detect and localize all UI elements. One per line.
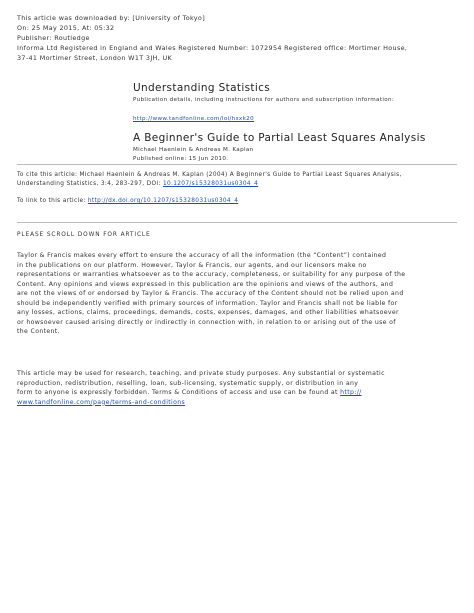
- journal-info: [133, 82, 453, 164]
- usage-line: This article may be used for research, teaching, and private study purposes. Any substantial or systematic: [17, 370, 385, 377]
- journal-url-link[interactable]: http://www.tandfonline.com/loi/hsxk20: [133, 116, 254, 122]
- article-link-prefix: To link to this article:: [17, 198, 88, 204]
- citation-prefix: Understanding Statistics, 3:4, 283-297, DOI:: [17, 181, 163, 187]
- article-published-date: Published online: 15 Jun 2010.: [133, 156, 229, 162]
- usage-line: reproduction, redistribution, reselling, loan, sub-licensing, systematic supply, or distribution in any: [17, 379, 359, 387]
- download-info-line: 37-41 Mortimer Street, London W1T 3JH, UK: [17, 54, 173, 62]
- disclaimer-line: or howsoever caused arising directly or indirectly in connection with, in relation to or arising out of the use of: [17, 318, 396, 326]
- disclaimer-line: the Content.: [17, 328, 60, 335]
- doi-link[interactable]: 10.1207/s15328031us0304_4: [162, 181, 259, 187]
- divider: [17, 222, 457, 223]
- usage-paragraph: [17, 369, 385, 407]
- download-info-line: This article was downloaded by: [University of Tokyo]: [17, 14, 206, 22]
- journal-details: Publication details, including instructions for authors and subscription information:: [133, 97, 395, 103]
- journal-title: Understanding Statistics: [133, 82, 271, 94]
- disclaimer-paragraph: [17, 251, 405, 337]
- disclaimer-line: are not the views of or endorsed by Taylor & Francis. The accuracy of the Content should not be relied upon and: [17, 290, 404, 297]
- citation: [17, 171, 402, 189]
- disclaimer-line: any losses, actions, claims, proceedings, demands, costs, expenses, damages, and other liabilities whatsoever: [17, 309, 399, 316]
- article-link: [17, 197, 238, 206]
- disclaimer-line: in the publications on our platform. However, Taylor & Francis, our agents, and our licensors make no: [17, 261, 367, 269]
- disclaimer-line: Content. Any opinions and views expressed in this publication are the opinions and views of the authors, and: [17, 280, 394, 288]
- download-info-line: Informa Ltd Registered in England and Wales Registered Number: 1072954 Registered office: Mortimer House,: [17, 44, 408, 52]
- disclaimer-line: Taylor & Francis makes every effort to ensure the accuracy of all the information (the “Content”) contained: [17, 252, 387, 259]
- citation-line: To cite this article: Michael Haenlein & Andreas M. Kaplan (2004) A Beginner's Guide to Partial Least Squares Analysis,: [17, 172, 402, 178]
- article-link-line: [17, 197, 238, 206]
- terms-url-link-continued[interactable]: www.tandfonline.com/page/terms-and-conditions: [17, 398, 186, 406]
- article-authors: Michael Haenlein & Andreas M. Kaplan: [133, 147, 254, 153]
- citation-line: [17, 180, 402, 189]
- download-info-line: On: 25 May 2015, At: 05:32: [17, 24, 115, 32]
- usage-line-text: form to anyone is expressly forbidden. Terms & Conditions of access and use can be found at: [17, 389, 341, 396]
- divider: [17, 164, 457, 165]
- article-doi-url-link[interactable]: http://dx.doi.org/10.1207/s15328031us0304_4: [87, 198, 239, 204]
- terms-url-link[interactable]: http://: [340, 389, 362, 396]
- disclaimer-line: representations or warranties whatsoever as to the accuracy, completeness, or suitability for any purpose of the: [17, 271, 406, 278]
- usage-line: [17, 388, 385, 398]
- download-info-header: [17, 13, 407, 63]
- scroll-notice: PLEASE SCROLL DOWN FOR ARTICLE: [17, 232, 151, 238]
- article-title: A Beginner's Guide to Partial Least Squares Analysis: [133, 132, 426, 144]
- download-info-line: Publisher: Routledge: [17, 34, 90, 42]
- usage-line: [17, 398, 385, 408]
- disclaimer-line: should be independently verified with primary sources of information. Taylor and Francis shall not be liable for: [17, 299, 398, 307]
